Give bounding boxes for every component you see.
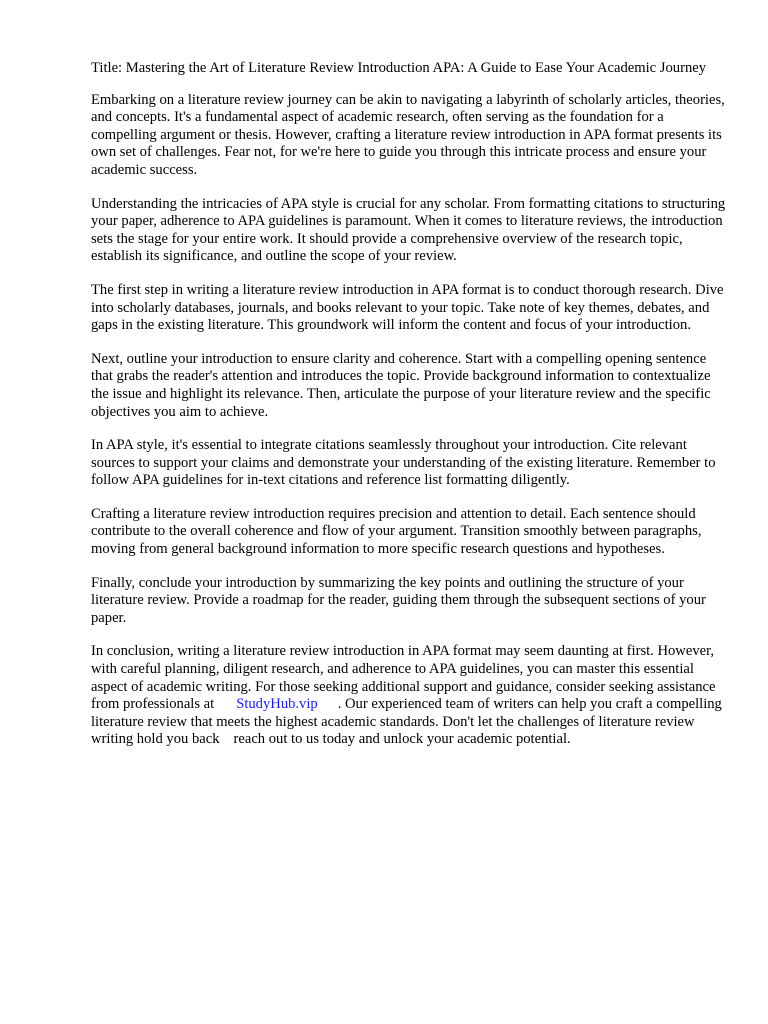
conclusion-text-before-link: In conclusion, writing a literature review introduction in APA format may seem daunting at first. However, with careful planning, diligent research, and adherence to APA guidelines, you can master this essential aspect of academic writing. For those seeking additional support and guidance, consider seeking assistance from professionals at <box>91 643 716 713</box>
document-title: Title: Mastering the Art of Literature Review Introduction APA: A Guide to Ease Your Academic Journey <box>91 60 707 76</box>
paragraph-finally: Finally, conclude your introduction by summarizing the key points and outlining the structure of your literature review. Provide a roadmap for the reader, guiding them through the subsequent sections of your paper. <box>91 574 706 626</box>
paragraph-intro: Embarking on a literature review journey can be akin to navigating a labyrinth of scholarly articles, theories, and concepts. It's a fundamental aspect of academic research, often serving as the foundation for a compelling argument or thesis. However, crafting a literature review introduction in APA format presents its own set of challenges. Fear not, for we're here to guide you through this intricate process and ensure your academic success. <box>91 91 725 178</box>
paragraph-conclusion <box>91 643 728 749</box>
paragraph-first-step: The first step in writing a literature review introduction in APA format is to conduct thorough research. Dive into scholarly databases, journals, and books relevant to your topic. Take note of key themes, debates, and gaps in the existing literature. This groundwork will inform the content and focus of your introduction. <box>91 281 724 334</box>
paragraph-citations: In APA style, it's essential to integrate citations seamlessly throughout your introduction. Cite relevant sources to support your claims and demonstrate your understanding of the existing literature. Remember to follow APA guidelines for in-text citations and reference list formatting diligently. <box>91 437 716 489</box>
conclusion-text-after-link: . Our experienced team of writers can help you craft a compelling literature review that meets the highest academic standards. Don't let the challenges of literature review writing hold you back <box>91 696 722 748</box>
paragraph-apa-style: Understanding the intricacies of APA style is crucial for any scholar. From formatting citations to structuring your paper, adherence to APA guidelines is paramount. When it comes to literature reviews, the introduction sets the stage for your entire work. It should provide a comprehensive overview of the research topic, establish its significance, and outline the scope of your review. <box>91 195 726 265</box>
paragraph-outline: Next, outline your introduction to ensure clarity and coherence. Start with a compelling opening sentence that grabs the reader's attention and introduces the topic. Provide background information to contextualize the issue and highlight its relevance. Then, articulate the purpose of your literature review and the specific objectives you aim to achieve. <box>91 350 711 420</box>
studyhub-link[interactable]: StudyHub.vip <box>236 696 318 713</box>
conclusion-ending: reach out to us today and unlock your academic potential. <box>233 731 571 748</box>
paragraph-crafting: Crafting a literature review introduction requires precision and attention to detail. Each sentence should contribute to the overall coherence and flow of your argument. Transition smoothly between paragraphs, moving from general background information to more specific research questions and hypotheses. <box>91 505 702 558</box>
